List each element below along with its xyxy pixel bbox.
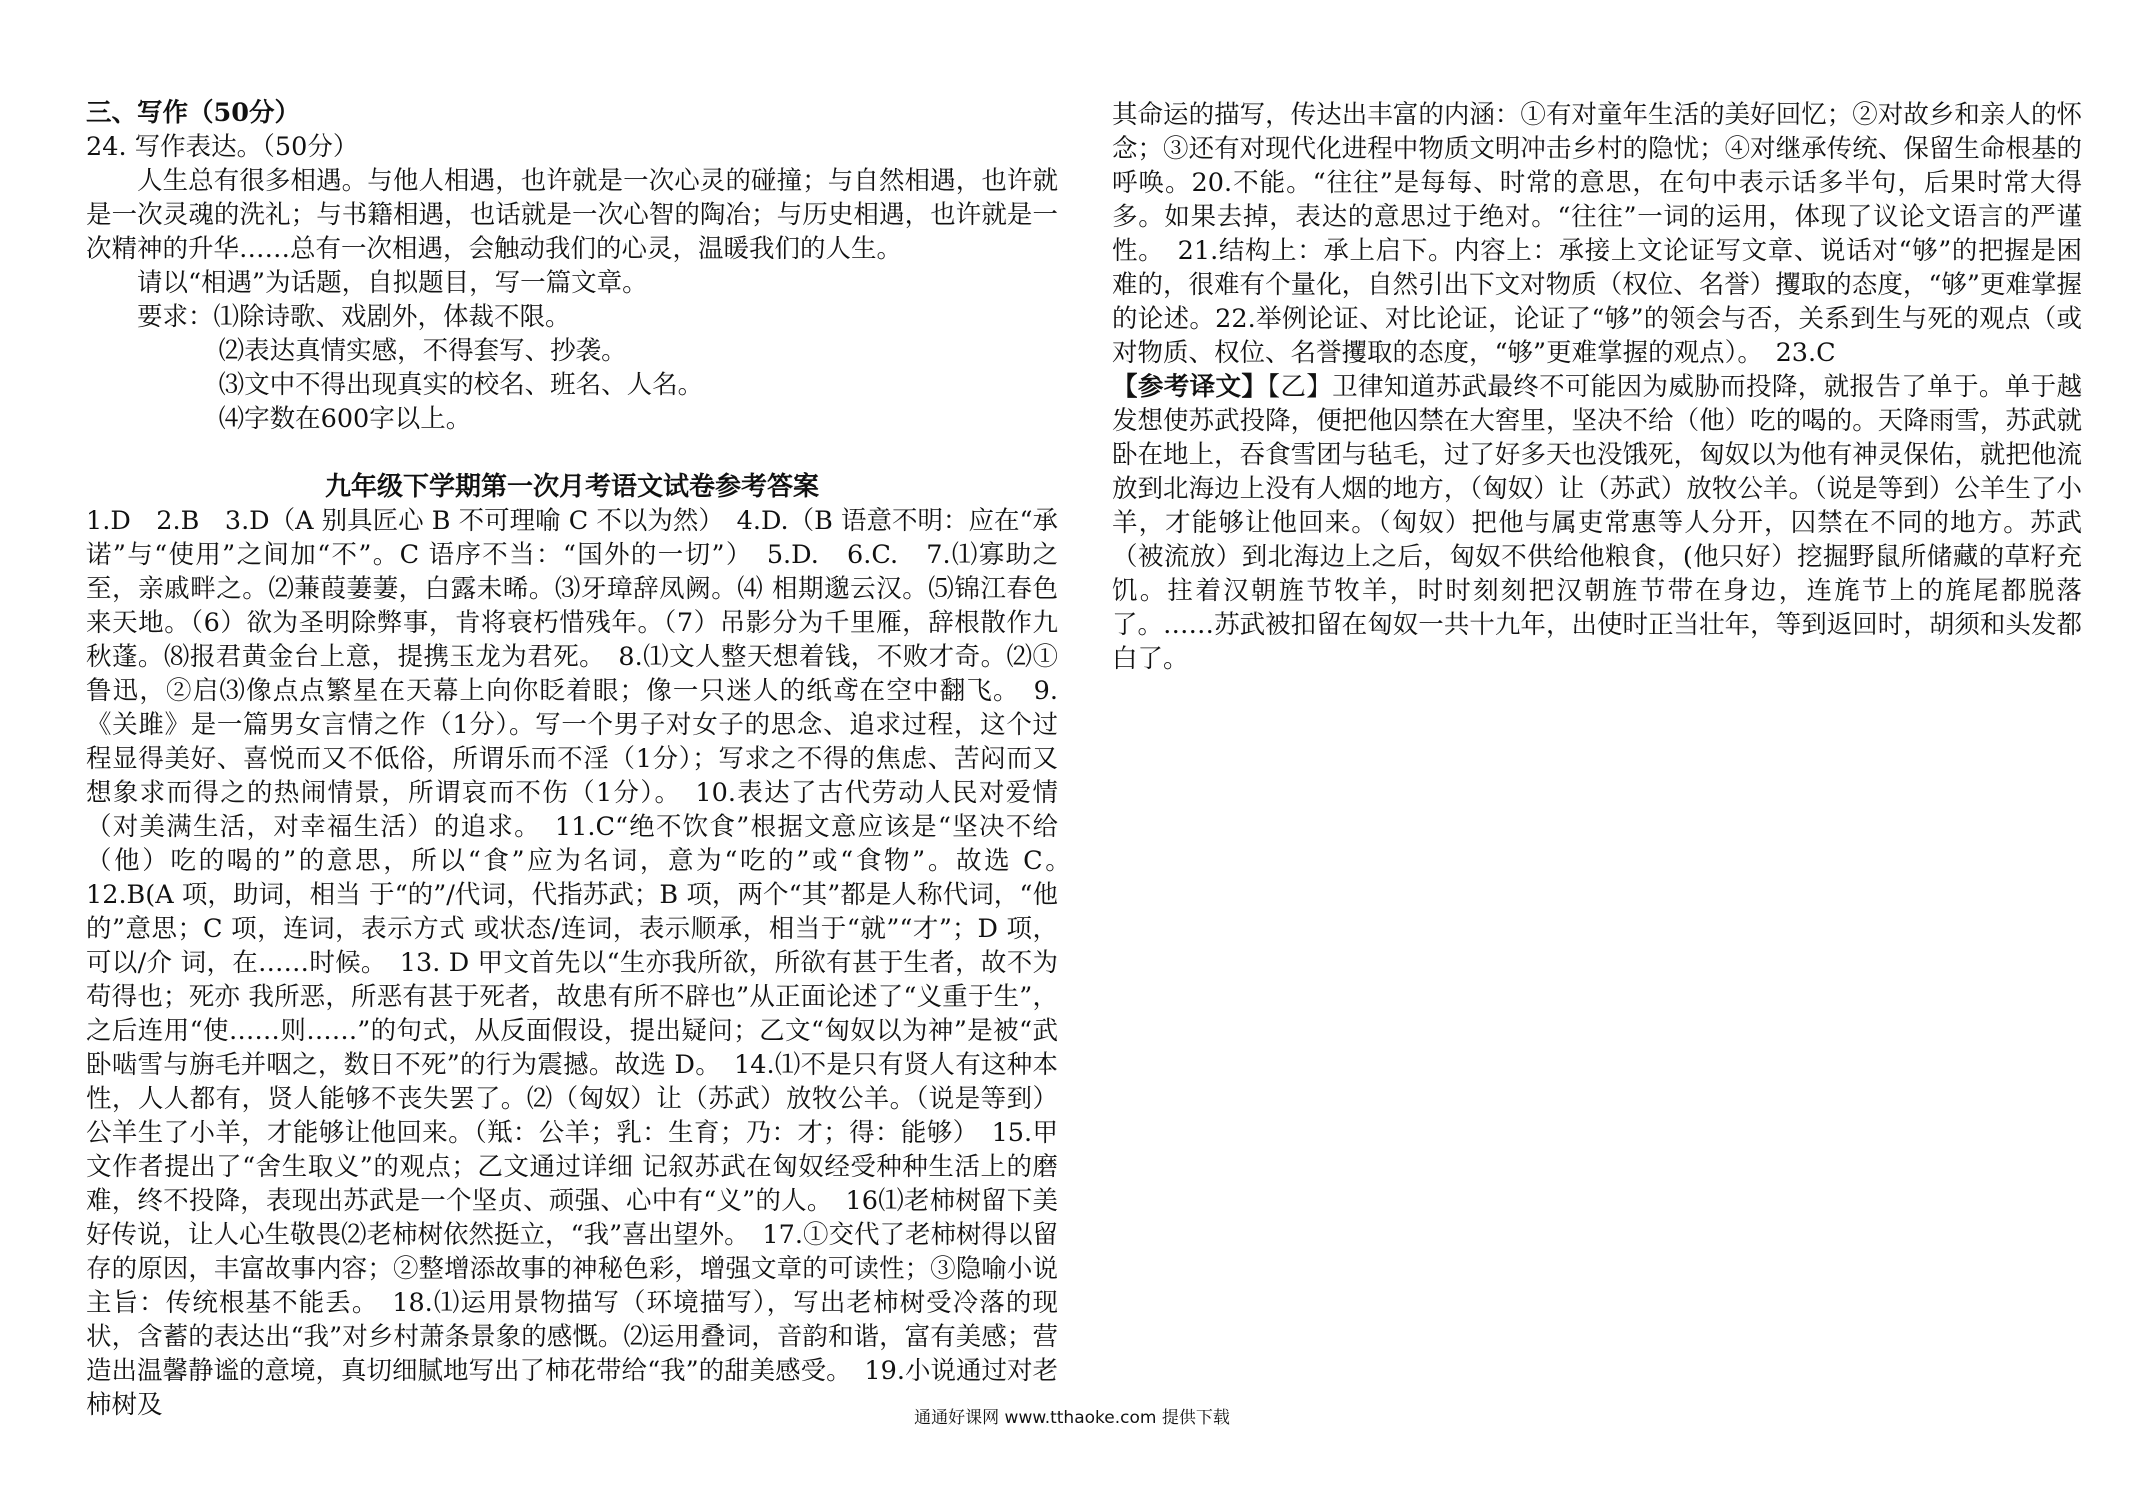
section-heading: 三、写作（50分） bbox=[86, 98, 300, 128]
answer-text: 1.D 2.B 3.D（A 别具匠心 B 不可理喻 C 不以为然） 4.D.（B 语意不明：应在“承诺”与“使用”之间加“不”。C 语序不当：“国外的一切”） 5.D. 6.C. 7.⑴寡助之至，亲戚畔之。⑵蒹葭萋萋，白露未晞。⑶牙璋辞凤阙。⑷ 相期邈云汉。⑸锦江春色来天地。（6）欲为圣明除弊事，肯将衰朽惜残年。（7）吊影分为千里雁，辞根散作九秋蓬。⑻报君黄金台上意，提携玉龙为君死。 8.⑴文人整天想着钱，不败才奇。⑵①鲁迅，②启⑶像点点繁星在天幕上向你眨着眼；像一只迷人的纸鸢在空中翻飞。 9.《关雎》是一篇男女言情之作（1分）。写一个男子对女子的思念、追求过程，这个过程显得美好、喜悦而又不低俗，所谓乐而不淫（1分）；写求之不得的焦虑、苦闷而又想象求而得之的热闹情景，所谓哀而不伤（1分）。 10.表达了古代劳动人民对爱情（对美满生活，对幸福生活）的追求。 11.C“绝不饮食”根据文意应该是“坚决不给（他）吃的喝的”的意思，所以“食”应为名词，意为“吃的”或“食物”。故选 C。 12.B(A 项，助词，相当 于“的”/代词，代指苏武；B 项，两个“其”都是人称代词，“他的”意思；C 项，连词，表示方式 或状态/连词，表示顺承，相当于“就”“才”；D 项，可以/介 词，在……时候。 13. D 甲文首先以“生亦我所欲，所欲有甚于生者，故不为苟得也；死亦 我所恶，所恶有甚于死者，故患有所不辟也”从正面论述了“义重于生”，之后连用“使……则……”的句式，从反面假设，提出疑问；乙文“匈奴以为神”是被“武卧啮雪与旃毛并咽之，数日不死”的行为震撼。故选 D。 14.⑴不是只有贤人有这种本性，人人都有，贤人能够不丧失罢了。⑵（匈奴）让（苏武）放牧公羊。（说是等到）公羊生了小羊，才能够让他回来。（羝：公羊；乳：生育；乃：才；得：能够） 15.甲文作者提出了“舍生取义”的观点；乙文通过详细 记叙苏武在匈奴经受种种生活上的磨难，终不投降，表现出苏武是一个坚贞、顽强、心中有“义”的人。 16⑴老柿树留下美好传说，让人心生敬畏⑵老柿树依然挺立，“我”喜出望外。 17.①交代了老柿树得以留存的原因，丰富故事内容；②整增添故事的神秘色彩，增强文章的可读性；③隐喻小说主旨：传统根基不能丢。 18.⑴运用景物描写（环境描写），写出老柿树受冷落的现状，含蓄的表达出“我”对乡村萧条景象的感慨。⑵运用叠词，音韵和谐，富有美感；营造出温馨静谧的意境，真切细腻地写出了柿花带给“我”的甜美感受。 19.小说通过对老柿树及 bbox=[86, 506, 1084, 1420]
requirement-1: 要求：⑴除诗歌、戏剧外，体裁不限。 bbox=[137, 302, 571, 332]
left-column bbox=[86, 96, 1084, 1422]
right-column bbox=[1112, 98, 2082, 676]
question-title: 24. 写作表达。（50分） bbox=[86, 132, 359, 162]
answer-continued: 其命运的描写，传达出丰富的内涵：①有对童年生活的美好回忆；②对故乡和亲人的怀念；③还有对现代化进程中物质文明冲击乡村的隐忧；④对继承传统、保留生命根基的呼唤。20.不能。“往往”是每每、时常的意思，在句中表示话多半句，后果时常大得多。如果去掉，表达的意思过于绝对。“往往”一词的运用，体现了议论文语言的严谨性。 21.结构上：承上启下。内容上：承接上文论证写文章、说话对“够”的把握是困难的，很难有个量化，自然引出下文对物质（权位、名誉）攫取的态度，“够”更难掌握的论述。22.举例论证、对比论证，论证了“够”的领会与否，关系到生与死的观点（或对物质、权位、名誉攫取的态度，“够”更难掌握的观点）。 23.C bbox=[1112, 100, 2082, 368]
requirement-3: ⑶文中不得出现真实的校名、班名、人名。 bbox=[218, 370, 704, 400]
requirement-2: ⑵表达真情实感，不得套写、抄袭。 bbox=[218, 336, 627, 366]
answer-title: 九年级下学期第一次月考语文试卷参考答案 bbox=[324, 472, 819, 502]
footer: 通通好课网 www.tthaoke.com 提供下载 bbox=[914, 1408, 1230, 1428]
requirement-4: ⑷字数在600字以上。 bbox=[218, 404, 472, 434]
prompt-paragraph: 人生总有很多相遇。与他人相遇，也许就是一次心灵的碰撞；与自然相遇，也许就是一次灵魂的洗礼；与书籍相遇，也话就是一次心智的陶冶；与历史相遇，也许就是一次精神的升华……总有一次相遇，会触动我们的心灵，温暖我们的人生。 bbox=[86, 166, 1058, 264]
translation-text: 【乙】卫律知道苏武最终不可能因为威胁而投降，就报告了单于。单于越发想使苏武投降，便把他囚禁在大窖里，坚决不给（他）吃的喝的。天降雨雪，苏武就卧在地上，吞食雪团与毡毛，过了好多天也没饿死，匈奴以为他有神灵保佑，就把他流放到北海边上没有人烟的地方，（匈奴）让（苏武）放牧公羊。（说是等到）公羊生了小羊，才能够让他回来。（匈奴）把他与属吏常惠等人分开，囚禁在不同的地方。苏武（被流放）到北海边上之后，匈奴不供给他粮食，(他只好）挖掘野鼠所储藏的草籽充饥。拄着汉朝旌节牧羊，时时刻刻把汉朝旌节带在身边，连旄节上的旄尾都脱落了。……苏武被扣留在匈奴一共十九年，出使时正当壮年，等到返回时，胡须和头发都白了。 bbox=[1112, 372, 2082, 674]
translation bbox=[1112, 370, 2082, 676]
instruction: 请以“相遇”为话题，自拟题目，写一篇文章。 bbox=[137, 268, 648, 298]
translation-label: 【参考译文】 bbox=[1112, 372, 1268, 402]
